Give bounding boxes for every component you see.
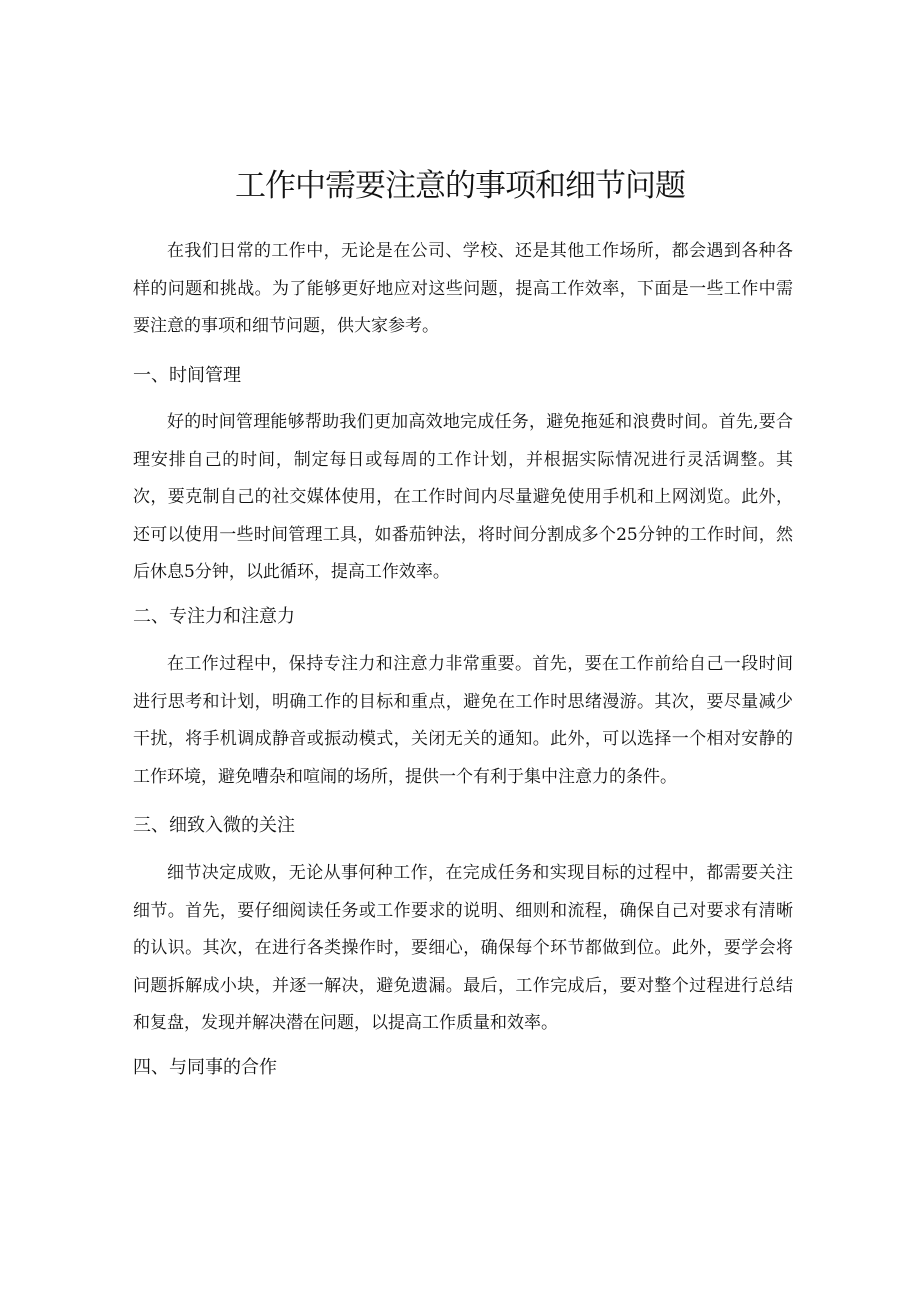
section-heading-time-management: 一、时间管理 [133, 365, 241, 386]
section-heading-focus: 二、专注力和注意力 [133, 606, 295, 627]
section-body-time-management: 好的时间管理能够帮助我们更加高效地完成任务，避免拖延和浪费时间。首先,要合理安排自己的时间，制定每日或每周的工作计划，并根据实际情况进行灵活调整。其次，要克制自己的社交媒体使用，在工作时间内尽量避免使用手机和上网浏览。此外，还可以使用一些时间管理工具，如番茄钟法，将时间分割成多个25分钟的工作时间，然后休息5分钟，以此循环，提高工作效率。 [133, 412, 793, 583]
section-heading-collaboration: 四、与同事的合作 [133, 1057, 277, 1078]
section-heading-attention-to-detail: 三、细致入微的关注 [133, 815, 295, 836]
document-title: 工作中需要注意的事项和细节问题 [235, 168, 685, 204]
section-body-attention-to-detail: 细节决定成败，无论从事何种工作，在完成任务和实现目标的过程中，都需要关注细节。首先，要仔细阅读任务或工作要求的说明、细则和流程，确保自己对要求有清晰的认识。其次，在进行各类操作时，要细心，确保每个环节都做到位。此外，要学会将问题拆解成小块，并逐一解决，避免遗漏。最后，工作完成后，要对整个过程进行总结和复盘，发现并解决潜在问题，以提高工作质量和效率。 [133, 863, 793, 1034]
intro-paragraph: 在我们日常的工作中，无论是在公司、学校、还是其他工作场所，都会遇到各种各样的问题和挑战。为了能够更好地应对这些问题，提高工作效率，下面是一些工作中需要注意的事项和细节问题，供大家参考。 [133, 241, 793, 337]
section-body-focus: 在工作过程中，保持专注力和注意力非常重要。首先，要在工作前给自己一段时间进行思考和计划，明确工作的目标和重点，避免在工作时思绪漫游。其次，要尽量减少干扰，将手机调成静音或振动模式，关闭无关的通知。此外，可以选择一个相对安静的工作环境，避免嘈杂和喧闹的场所，提供一个有利于集中注意力的条件。 [133, 654, 793, 787]
